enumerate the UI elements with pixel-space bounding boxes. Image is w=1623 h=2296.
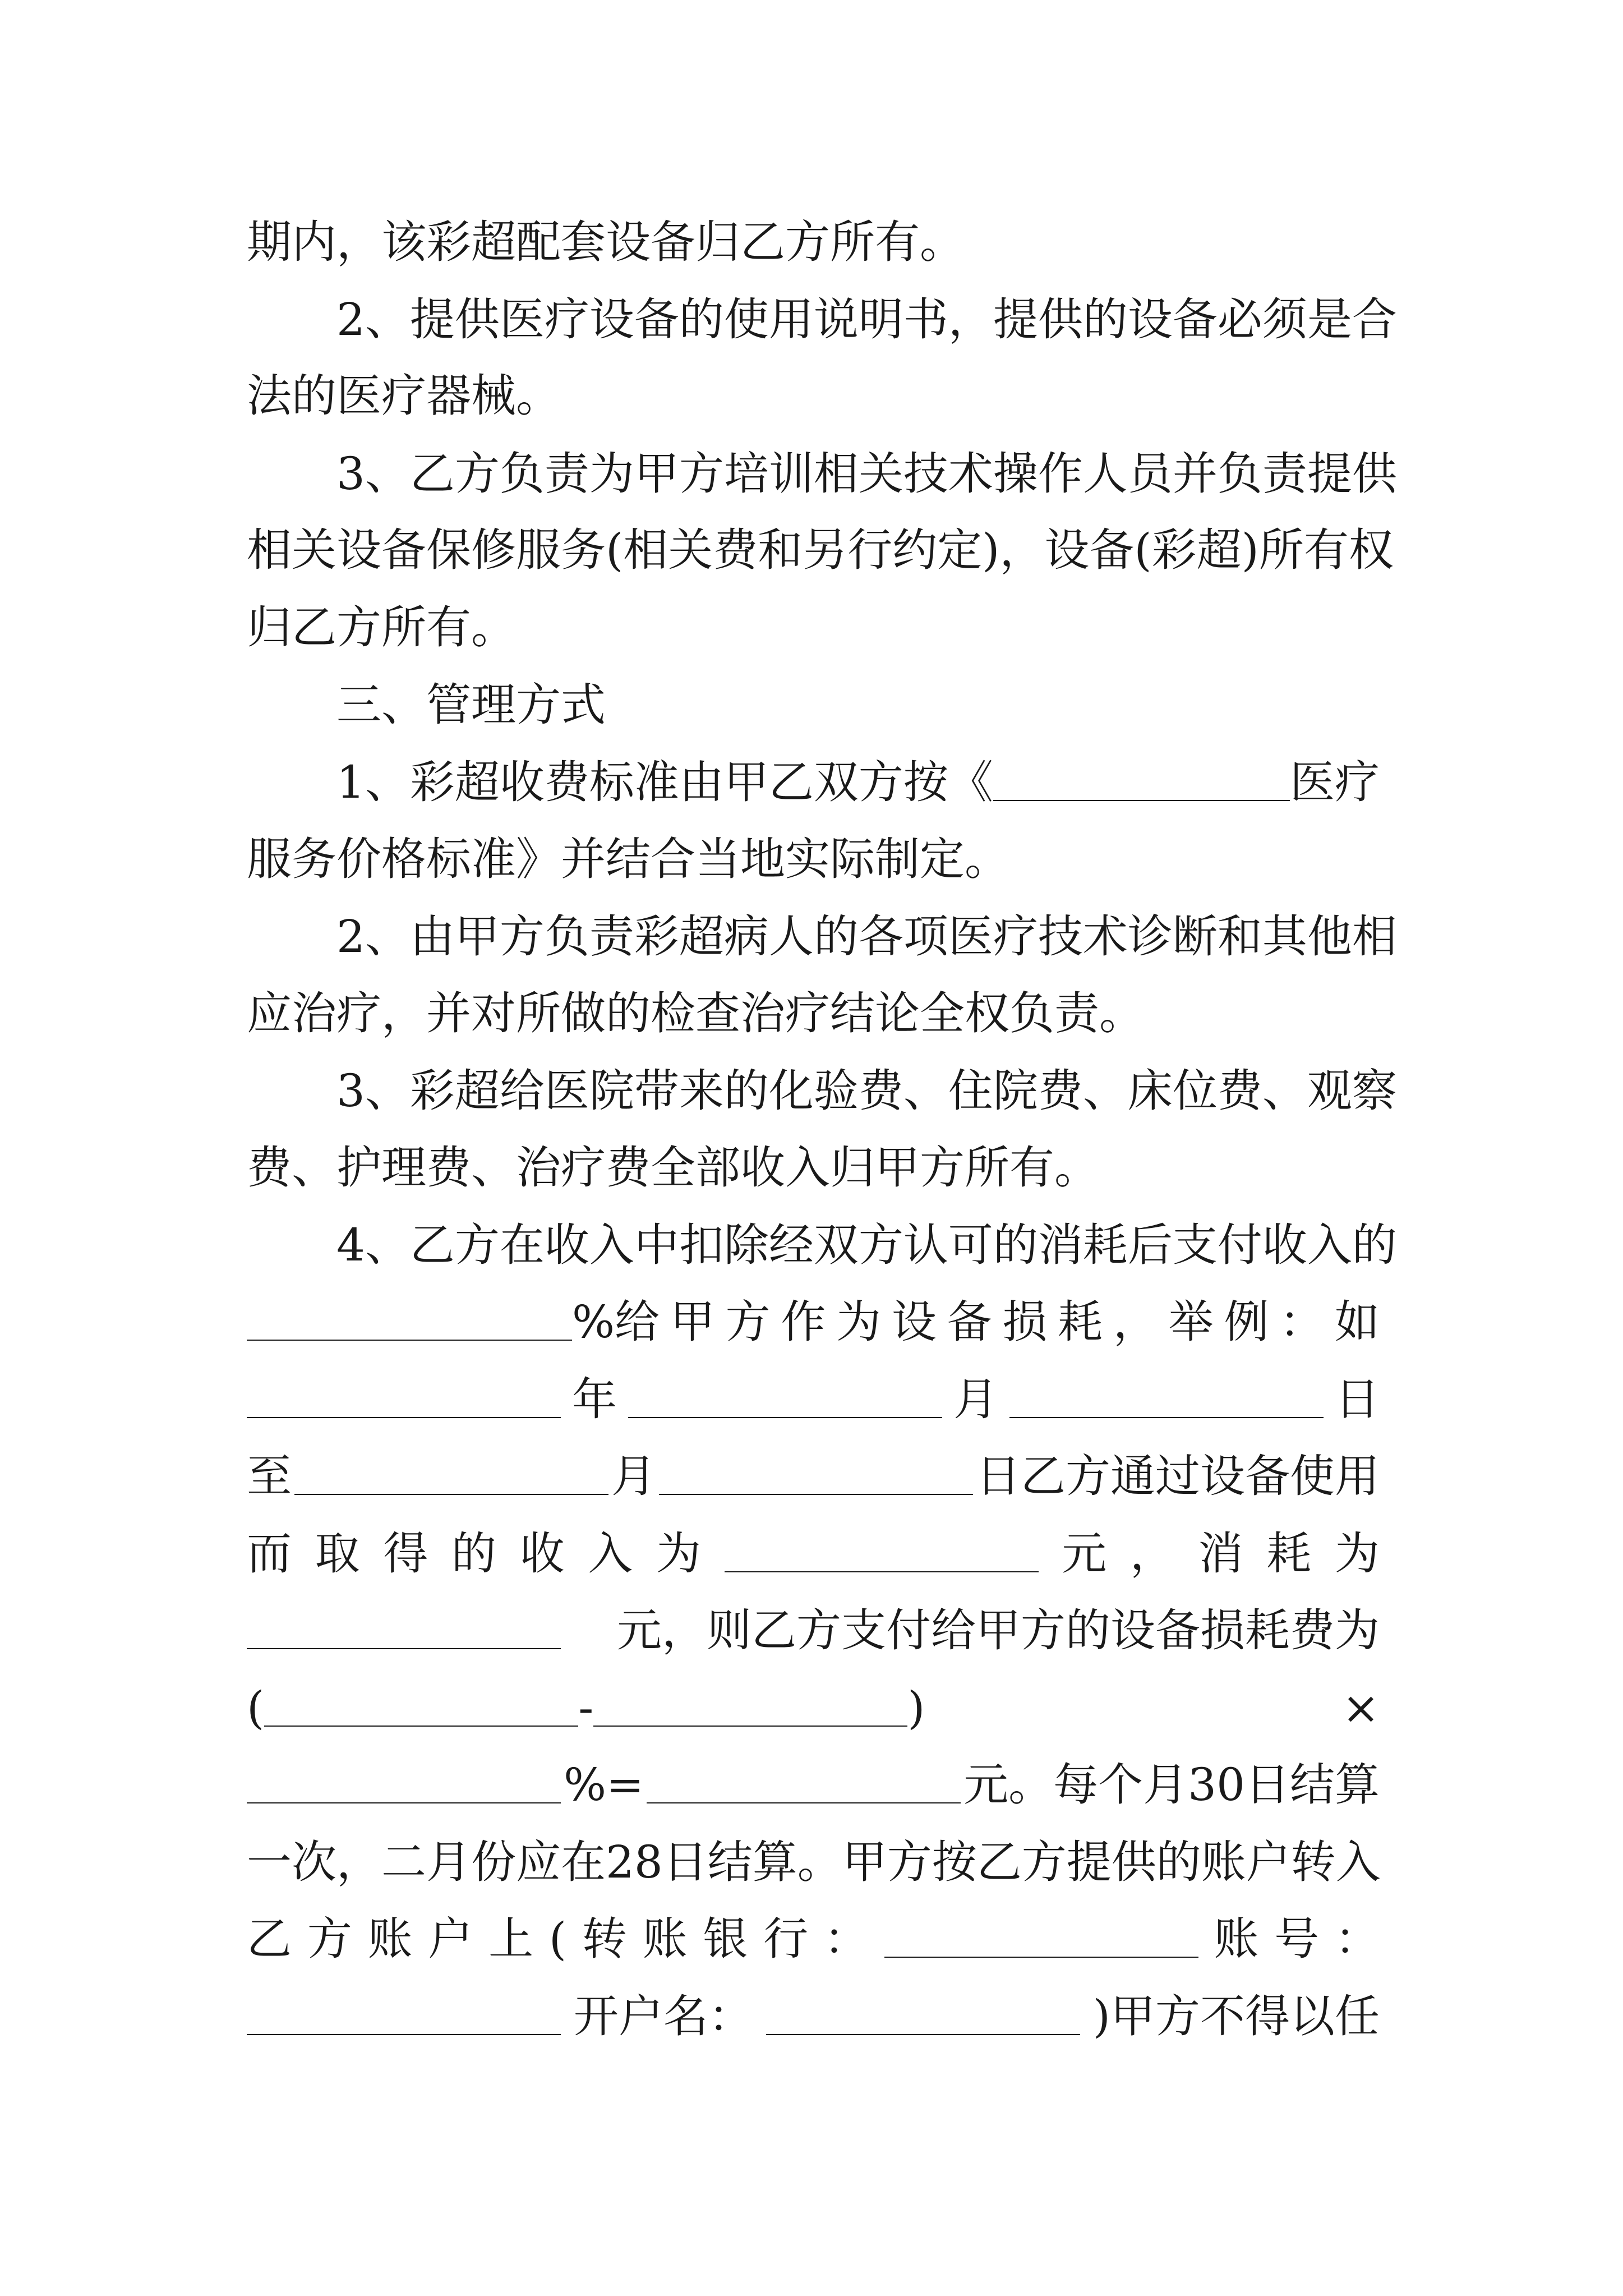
fee-standard-line [247,749,1380,816]
char: 耗 [1266,1527,1312,1580]
char: 方 [725,1296,771,1348]
fill-blank [884,1917,1198,1958]
percent-equals: %= [564,1759,644,1811]
char: 举 [1168,1296,1214,1348]
char: ： [823,1913,869,1965]
income-line [247,1520,1380,1588]
fill-blank [264,1686,578,1727]
char: ， [1113,1296,1158,1348]
char: 上 [488,1913,534,1965]
text-line: 2、由甲方负责彩超病人的各项医疗技术诊断和其他相 [336,910,1397,963]
char: 入 [588,1527,633,1580]
char: 乙 [247,1913,292,1965]
char: 账 [367,1913,413,1965]
char: 的 [451,1527,496,1580]
text-line: 一次，二月份应在28日结算。甲方按乙方提供的账户转入 [247,1836,1381,1888]
fill-blank [766,1995,1080,2035]
text-line: 4、乙方在收入中扣除经双方认可的消耗后支付收入的 [336,1219,1397,1271]
text-line: 应治疗，并对所做的检查治疗结论全权负责。 [247,987,1144,1039]
char: 元 [1062,1527,1107,1580]
text-segment: 元，则乙方支付给甲方的设备损耗费为 [617,1604,1380,1657]
date-line [247,1366,1380,1433]
fee-standard-prefix: 1、彩超收费标准由甲乙双方按《 [336,756,993,808]
text-segment: )甲方不得以任 [1092,1990,1380,2042]
fill-blank [725,1532,1039,1572]
fill-blank [247,1995,561,2035]
char: 为 [1334,1527,1380,1580]
text-line: 相关设备保修服务(相关费和另行约定)，设备(彩超)所有权 [247,524,1394,576]
fill-blank [659,1455,973,1495]
text-line: 服务价格标准》并结合当地实际制定。 [247,833,1009,885]
account-name-label: 开户名： [573,1990,753,2042]
fill-blank [1009,1378,1324,1418]
text-line: 期内，该彩超配套设备归乙方所有。 [247,216,965,268]
text-line: 3、彩超给医院带来的化验费、住院费、床位费、观察 [336,1065,1397,1117]
char: 设 [891,1296,937,1348]
char: ( [548,1913,567,1965]
char: 耗 [1058,1296,1103,1348]
formula-line [247,1674,1380,1742]
text-segment: 日乙方通过设备使用 [976,1450,1380,1502]
times-sign: × [1341,1682,1380,1734]
char: 而 [247,1527,292,1580]
char: 为 [656,1527,701,1580]
section-heading: 三、管理方式 [336,679,606,731]
char: 消 [1198,1527,1243,1580]
char: 方 [307,1913,352,1965]
char: 取 [315,1527,360,1580]
char: 账 [642,1913,688,1965]
char: 甲 [670,1296,715,1348]
fill-blank [647,1763,961,1803]
char: 损 [1002,1296,1048,1348]
char: 户 [428,1913,473,1965]
char: 转 [582,1913,627,1965]
text-line: 3、乙方负责为甲方培训相关技术操作人员并负责提供 [336,448,1397,500]
month-label: 月 [611,1450,656,1502]
text-line: 归乙方所有。 [247,601,516,654]
fill-blank [628,1378,942,1418]
char: 得 [383,1527,428,1580]
text-segment: 元。每个月30日结算 [963,1759,1380,1811]
fill-blank [294,1455,608,1495]
char: 作 [781,1296,826,1348]
char: ： [1334,1913,1380,1965]
year-label: 年 [572,1373,617,1425]
fee-standard-suffix: 医疗 [1290,756,1380,808]
result-line [247,1751,1380,1819]
fill-blank [993,761,1290,801]
char: 例 [1224,1296,1269,1348]
fill-blank [247,1609,561,1649]
fee-line [247,1597,1380,1664]
fill-blank [247,1300,572,1341]
fill-blank [247,1378,561,1418]
char: 为 [836,1296,882,1348]
char: 银 [703,1913,748,1965]
account-name-line [247,1983,1380,2050]
open-paren: ( [247,1682,265,1734]
month-label: 月 [953,1373,998,1425]
date-range-line [247,1443,1380,1510]
char: 账 [1214,1913,1259,1965]
char: 行 [763,1913,809,1965]
char: 收 [519,1527,565,1580]
char: ， [1129,1527,1175,1580]
day-label: 日 [1335,1373,1380,1425]
char: ： [1279,1296,1325,1348]
char: 号 [1274,1913,1320,1965]
text-line: 费、护理费、治疗费全部收入归甲方所有。 [247,1142,1099,1194]
close-paren: ) [907,1682,925,1734]
fill-blank [593,1686,907,1727]
bank-line [247,1906,1380,1973]
percent-line [247,1289,1380,1356]
text-line: 2、提供医疗设备的使用说明书，提供的设备必须是合 [336,293,1397,346]
char: 备 [947,1296,992,1348]
minus-sign: - [578,1682,594,1734]
fill-blank [247,1763,561,1803]
text-line: 法的医疗器械。 [247,370,561,422]
to-label: 至 [247,1450,292,1502]
percent-label: %给 [572,1296,660,1348]
char: 如 [1334,1296,1380,1348]
